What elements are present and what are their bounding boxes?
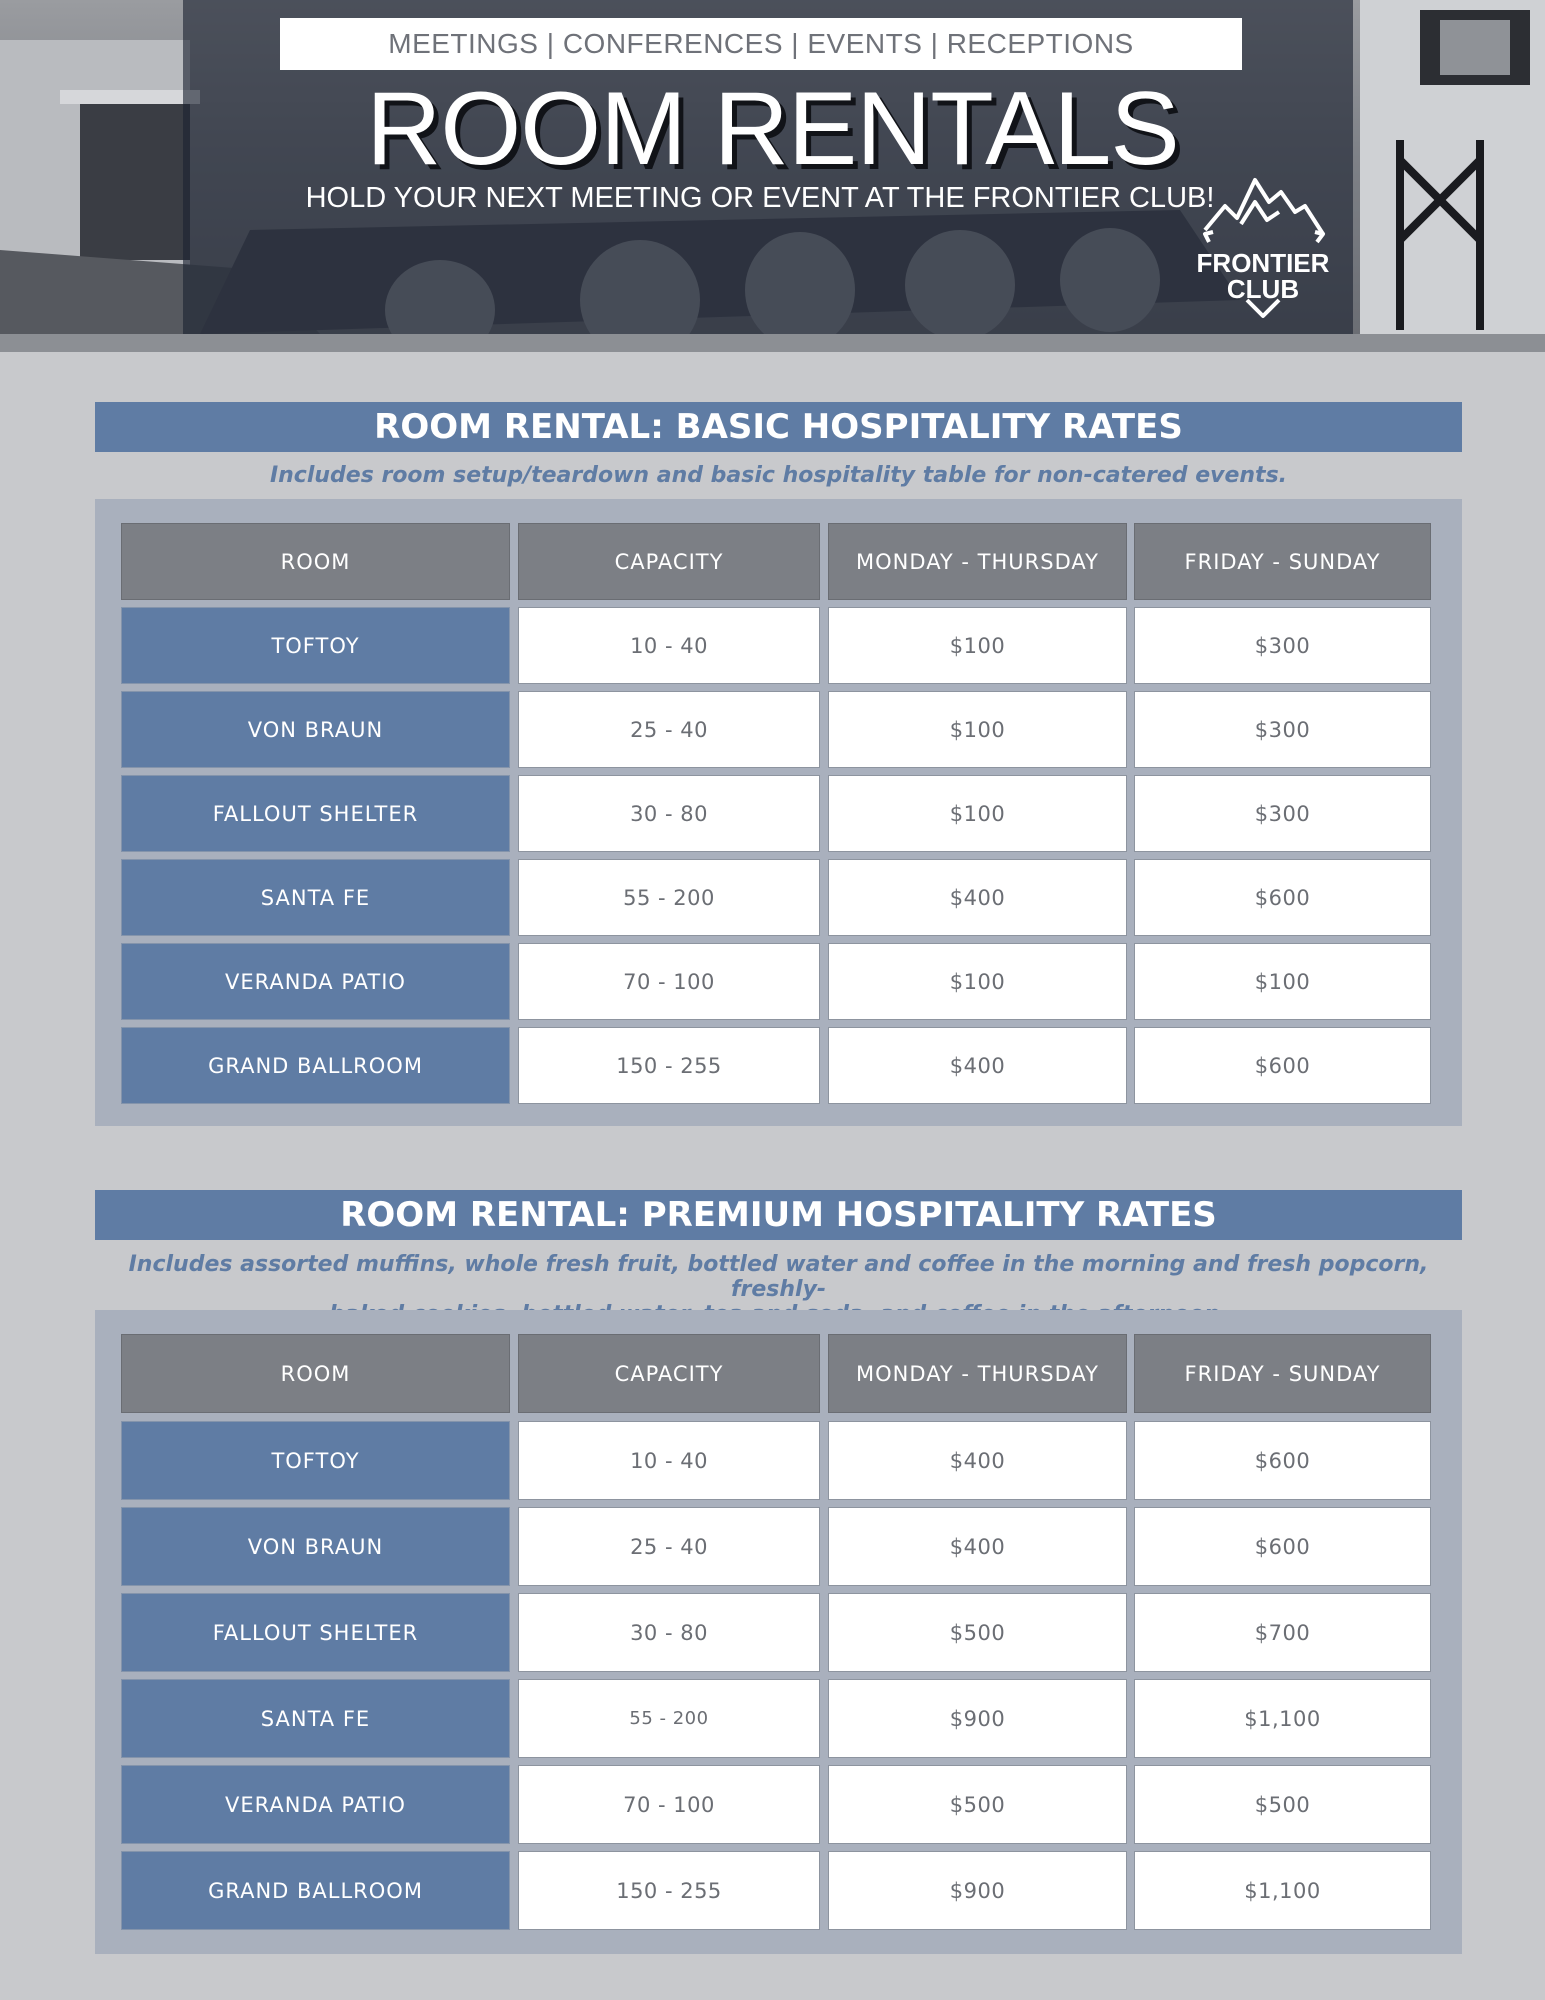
logo-text-line2: CLUB	[1226, 274, 1300, 304]
rate-cell-capacity: 30 - 80	[518, 1593, 820, 1672]
hero-subtitle: HOLD YOUR NEXT MEETING OR EVENT AT THE FRONTIER CLUB!	[305, 182, 1215, 214]
rate-cell-fri-sun: $300	[1134, 691, 1431, 768]
room-name-cell: FALLOUT SHELTER	[121, 775, 510, 852]
room-name-cell: SANTA FE	[121, 859, 510, 936]
rate-cell-fri-sun: $700	[1134, 1593, 1431, 1672]
rate-cell-mon-thu: $400	[828, 1027, 1127, 1104]
room-name-cell: SANTA FE	[121, 1679, 510, 1758]
column-header-fri-sun: FRIDAY - SUNDAY	[1134, 1334, 1431, 1413]
frontier-club-logo	[1195, 172, 1331, 320]
room-name-cell: VON BRAUN	[121, 691, 510, 768]
rate-cell-fri-sun: $600	[1134, 859, 1431, 936]
rate-cell-mon-thu: $900	[828, 1851, 1127, 1930]
rate-cell-fri-sun: $1,100	[1134, 1851, 1431, 1930]
column-header-fri-sun: FRIDAY - SUNDAY	[1134, 523, 1431, 600]
room-name-cell: GRAND BALLROOM	[121, 1027, 510, 1104]
rate-cell-mon-thu: $100	[828, 775, 1127, 852]
rate-cell-fri-sun: $100	[1134, 943, 1431, 1020]
rate-cell-capacity: 25 - 40	[518, 691, 820, 768]
rate-cell-capacity: 10 - 40	[518, 1421, 820, 1500]
rate-cell-mon-thu: $400	[828, 1507, 1127, 1586]
room-name-cell: TOFTOY	[121, 607, 510, 684]
basic-section-description: Includes room setup/teardown and basic hospitality table for non-catered events.	[269, 463, 1288, 488]
rate-cell-fri-sun: $600	[1134, 1421, 1431, 1500]
basic-section-title: ROOM RENTAL: BASIC HOSPITALITY RATES	[95, 402, 1462, 452]
column-header-capacity: CAPACITY	[518, 523, 820, 600]
logo-text-line1: FRONTIER	[1196, 248, 1330, 278]
rate-cell-capacity: 150 - 255	[518, 1851, 820, 1930]
room-name-cell: GRAND BALLROOM	[121, 1851, 510, 1930]
page-title: ROOM RENTALS	[366, 71, 1179, 187]
premium-rates-table	[95, 1310, 1462, 1954]
rate-cell-fri-sun: $600	[1134, 1027, 1431, 1104]
rate-cell-fri-sun: $300	[1134, 775, 1431, 852]
column-header-room: ROOM	[121, 1334, 510, 1413]
basic-rates-table	[95, 499, 1462, 1126]
room-name-cell: TOFTOY	[121, 1421, 510, 1500]
rate-cell-capacity: 10 - 40	[518, 607, 820, 684]
room-name-cell: VERANDA PATIO	[121, 1765, 510, 1844]
room-name-cell: VON BRAUN	[121, 1507, 510, 1586]
column-header-mon-thu: MONDAY - THURSDAY	[828, 523, 1127, 600]
rate-cell-mon-thu: $100	[828, 943, 1127, 1020]
rate-cell-fri-sun: $500	[1134, 1765, 1431, 1844]
rate-cell-fri-sun: $600	[1134, 1507, 1431, 1586]
rate-cell-capacity: 70 - 100	[518, 1765, 820, 1844]
hero-tagline: MEETINGS | CONFERENCES | EVENTS | RECEPTIONS	[280, 18, 1242, 70]
rate-cell-fri-sun: $1,100	[1134, 1679, 1431, 1758]
room-name-cell: FALLOUT SHELTER	[121, 1593, 510, 1672]
rate-cell-mon-thu: $500	[828, 1593, 1127, 1672]
column-header-capacity: CAPACITY	[518, 1334, 820, 1413]
rate-cell-mon-thu: $500	[828, 1765, 1127, 1844]
column-header-mon-thu: MONDAY - THURSDAY	[828, 1334, 1127, 1413]
rate-cell-mon-thu: $900	[828, 1679, 1127, 1758]
rate-cell-capacity: 70 - 100	[518, 943, 820, 1020]
rate-cell-fri-sun: $300	[1134, 607, 1431, 684]
hero-divider	[0, 334, 1545, 352]
premium-description-line1: Includes assorted muffins, whole fresh fruit, bottled water and coffee in the morning and fresh popcorn, freshly-	[128, 1252, 1429, 1302]
room-name-cell: VERANDA PATIO	[121, 943, 510, 1020]
rate-cell-capacity: 30 - 80	[518, 775, 820, 852]
rate-cell-capacity: 25 - 40	[518, 1507, 820, 1586]
rate-cell-capacity: 55 - 200	[518, 1679, 820, 1758]
rate-cell-mon-thu: $100	[828, 607, 1127, 684]
rate-cell-mon-thu: $100	[828, 691, 1127, 768]
rate-cell-mon-thu: $400	[828, 1421, 1127, 1500]
hero-banner	[0, 0, 1545, 334]
rate-cell-mon-thu: $400	[828, 859, 1127, 936]
column-header-room: ROOM	[121, 523, 510, 600]
premium-section-title: ROOM RENTAL: PREMIUM HOSPITALITY RATES	[95, 1190, 1462, 1240]
rate-cell-capacity: 150 - 255	[518, 1027, 820, 1104]
rate-cell-capacity: 55 - 200	[518, 859, 820, 936]
